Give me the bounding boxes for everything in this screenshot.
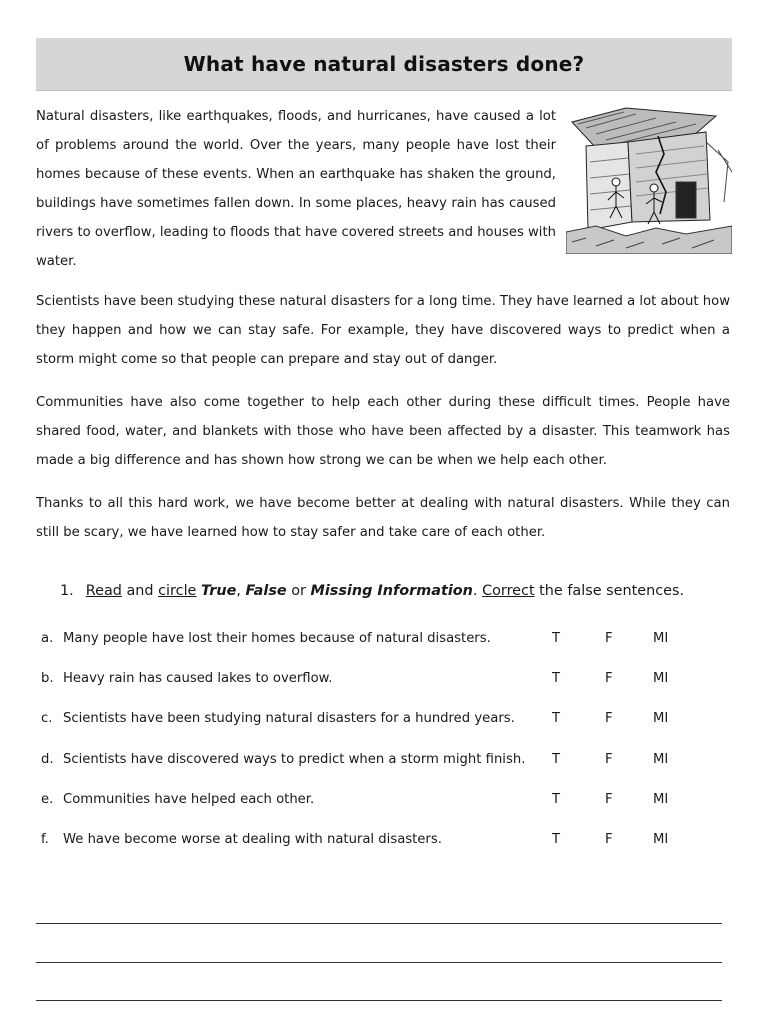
- exercise-instruction: [60, 583, 684, 599]
- option-missing-information[interactable]: MI: [653, 671, 669, 686]
- question-row-a: [41, 631, 731, 655]
- option-true[interactable]: T: [552, 631, 561, 646]
- question-letter: d.: [41, 752, 54, 767]
- question-letter: c.: [41, 711, 53, 726]
- paragraph-2: Scientists have been studying these natural disasters for a long time. They have learned a lot about how they happen and how we can stay safe. For example, they have discovered ways to predict when a storm might come so that people can prepare and stay out of danger.: [36, 294, 730, 367]
- question-row-e: [41, 792, 731, 816]
- paragraph-1: Natural disasters, like earthquakes, floods, and hurricanes, have caused a lot of problems around the world. Over the years, many people have lost their homes because of these events. When an earthquake has shaken the ground, buildings have sometimes fallen down. In some places, heavy rain has caused rivers to overflow, leading to floods that have covered streets and houses with water.: [36, 109, 557, 269]
- instruction-comma: ,: [236, 583, 246, 599]
- paragraph-3: Communities have also come together to help each other during these difficult times. People have shared food, water, and blankets with those who have been affected by a disaster. This teamwork has made a big difference and has shown how strong we can be when we help each other.: [36, 395, 730, 468]
- question-text: We have become worse at dealing with natural disasters.: [63, 832, 442, 847]
- option-true[interactable]: T: [552, 671, 561, 686]
- question-letter: e.: [41, 792, 54, 807]
- option-false[interactable]: F: [605, 711, 613, 726]
- instruction-correct: Correct: [482, 583, 535, 599]
- option-true[interactable]: T: [552, 792, 561, 807]
- option-false[interactable]: F: [605, 752, 613, 767]
- question-row-b: [41, 671, 731, 695]
- question-letter: b.: [41, 671, 54, 686]
- question-text: Many people have lost their homes because of natural disasters.: [63, 631, 491, 646]
- option-missing-information[interactable]: MI: [653, 711, 669, 726]
- option-true[interactable]: T: [552, 832, 561, 847]
- earthquake-damaged-house-illustration: [566, 102, 732, 254]
- paragraph-4: Thanks to all this hard work, we have become better at dealing with natural disasters. While they can still be scary, we have learned how to stay safer and take care of each other.: [36, 496, 730, 540]
- option-true[interactable]: T: [552, 752, 561, 767]
- option-missing-information[interactable]: MI: [653, 752, 669, 767]
- option-false[interactable]: F: [605, 792, 613, 807]
- question-text: Heavy rain has caused lakes to overflow.: [63, 671, 333, 686]
- page-title: What have natural disasters done?: [183, 52, 585, 76]
- instruction-read: Read: [85, 583, 122, 599]
- option-false[interactable]: F: [605, 631, 613, 646]
- question-text: Scientists have discovered ways to predict when a storm might finish.: [63, 752, 526, 767]
- option-missing-information[interactable]: MI: [653, 631, 669, 646]
- answer-line[interactable]: [36, 1000, 722, 1001]
- instruction-and: and: [121, 583, 159, 599]
- question-letter: f.: [41, 832, 49, 847]
- question-row-c: [41, 711, 731, 735]
- option-false[interactable]: F: [605, 832, 613, 847]
- instruction-circle: circle: [158, 583, 197, 599]
- option-missing-information[interactable]: MI: [653, 792, 669, 807]
- instruction-rest: the false sentences.: [534, 583, 685, 599]
- question-row-d: [41, 752, 731, 776]
- answer-line[interactable]: [36, 962, 722, 963]
- answer-line[interactable]: [36, 923, 722, 924]
- instruction-period: .: [472, 583, 483, 599]
- question-letter: a.: [41, 631, 54, 646]
- question-row-f: [41, 832, 731, 856]
- question-text: Communities have helped each other.: [63, 792, 315, 807]
- instruction-missing: Missing Information: [310, 583, 473, 599]
- title-bar: [36, 38, 732, 91]
- question-text: Scientists have been studying natural disasters for a hundred years.: [63, 711, 515, 726]
- option-false[interactable]: F: [605, 671, 613, 686]
- instruction-or: or: [286, 583, 311, 599]
- instruction-true: True: [201, 583, 237, 599]
- exercise-number: 1.: [60, 583, 74, 599]
- option-missing-information[interactable]: MI: [653, 832, 669, 847]
- option-true[interactable]: T: [552, 711, 561, 726]
- instruction-false: False: [245, 583, 287, 599]
